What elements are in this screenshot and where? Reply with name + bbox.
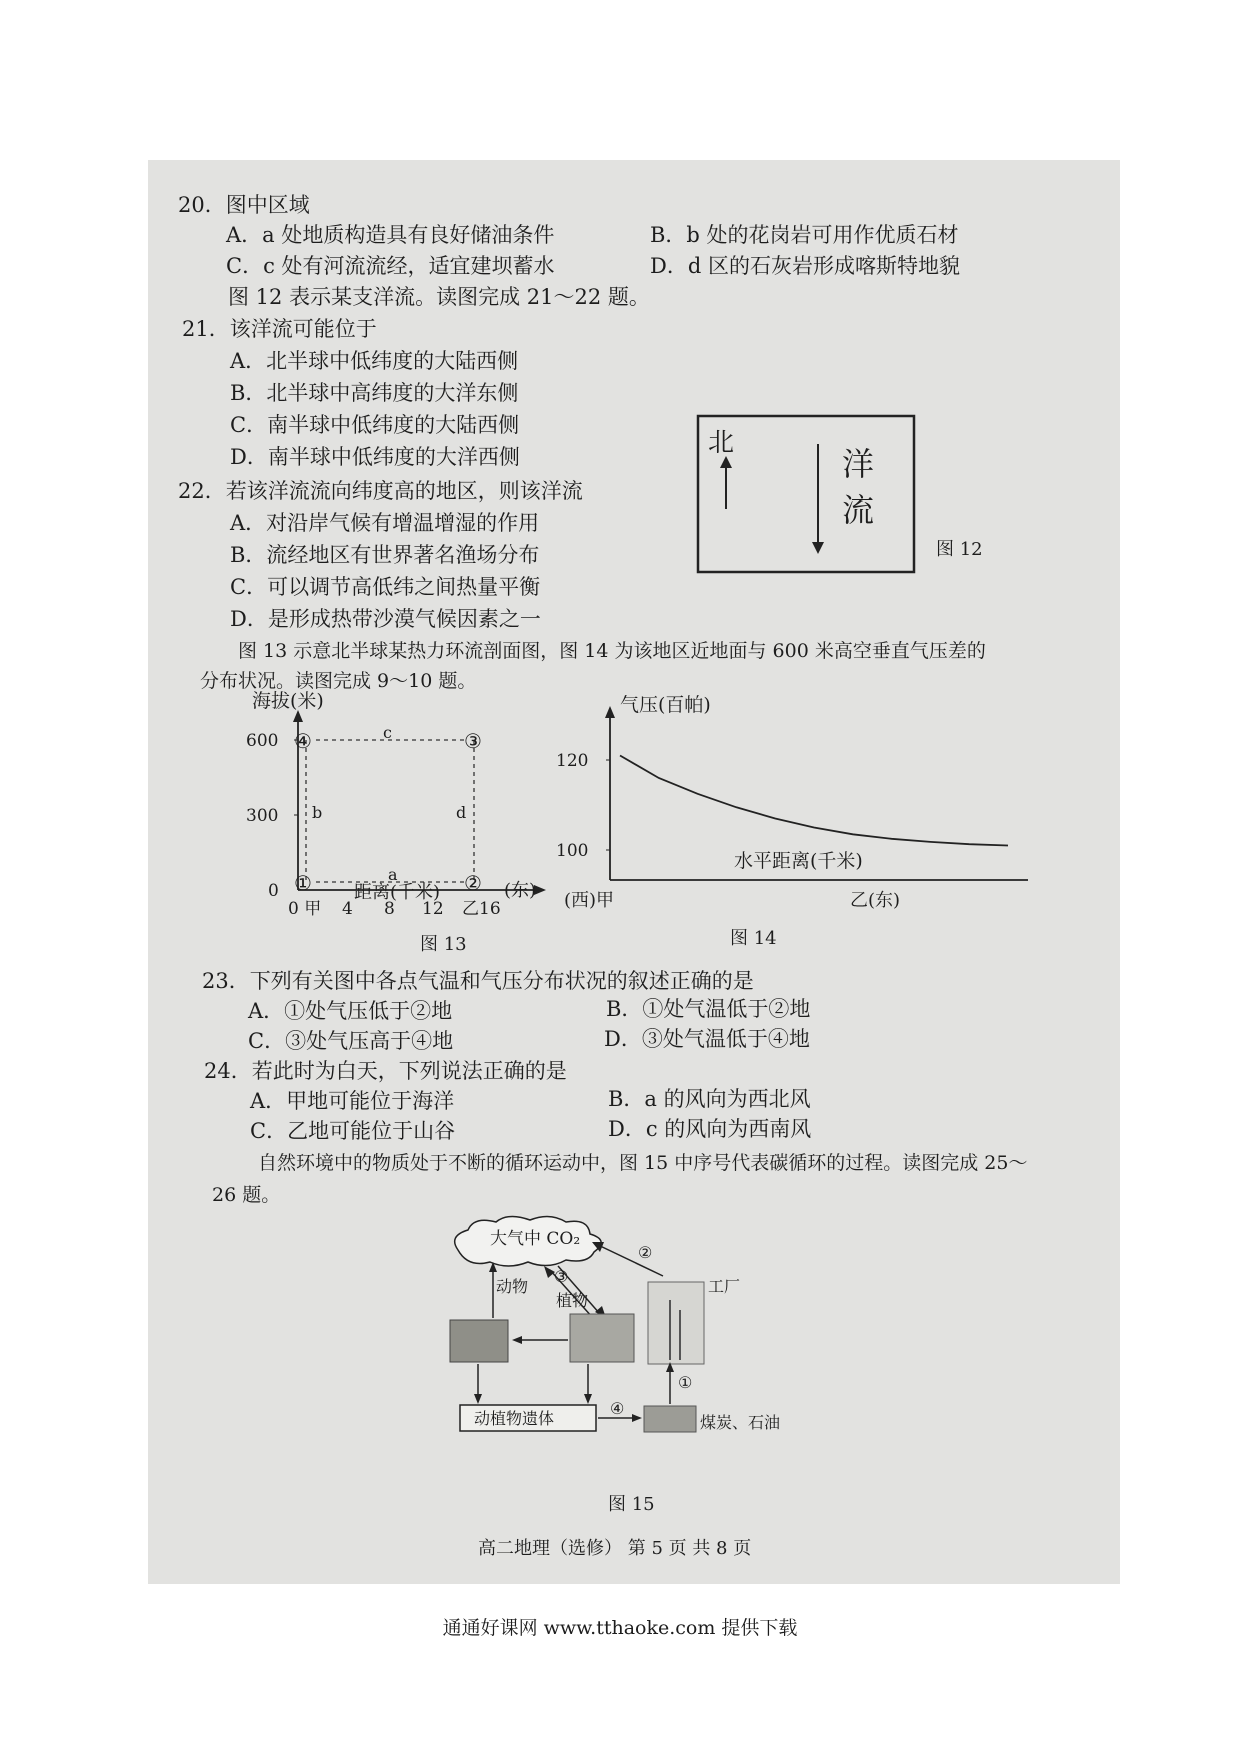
fig15-process-1: ① [678,1373,693,1392]
fig14-ytick-100: 100 [556,841,589,861]
figure-12 [696,414,916,574]
intro-25-26-line2: 26 题。 [212,1184,281,1206]
q20-option-c: C．c 处有河流流经，适宜建坝蓄水 [226,254,555,278]
intro-23-24-line1: 图 13 示意北半球某热力环流剖面图，图 14 为该地区近地面与 600 米高空垂直气压差的 [238,640,986,662]
fig13-xtick-12: 12 [422,899,444,919]
q24-option-d: D．c 的风向为西南风 [608,1117,812,1141]
fig13-x-direction: (东) [504,880,537,901]
q24-option-a: A．甲地可能位于海洋 [250,1089,455,1113]
q20-stem: 20．图中区域 [178,193,310,217]
q22-option-b: B．流经地区有世界著名渔场分布 [230,543,540,567]
intro-21-22: 图 12 表示某支洋流。读图完成 21～22 题。 [228,285,650,309]
q23-option-b: B．①处气温低于②地 [606,997,811,1021]
fig13-xtick-0: 0 甲 [288,899,322,919]
q23-stem: 23．下列有关图中各点气温和气压分布状况的叙述正确的是 [202,969,754,993]
q23-option-a: A．①处气压低于②地 [248,999,453,1023]
fig14-ylabel: 气压(百帕) [620,694,711,716]
animal-image [450,1320,508,1362]
fig15-remains-label: 动植物遗体 [474,1409,555,1428]
q21-stem: 21．该洋流可能位于 [182,317,377,341]
fig13-xtick-4: 4 [342,899,353,919]
fig13-label-c: c [383,723,392,742]
fig12-current-label-2: 流 [842,491,875,529]
fig15-animal-label: 动物 [496,1277,529,1296]
fig15-coal-label: 煤炭、石油 [700,1413,781,1432]
arrow-remains-to-coal-icon [632,1414,642,1422]
fig12-north-label: 北 [708,428,735,458]
fig13-point-1: ① [294,871,312,895]
fig12-caption: 图 12 [936,539,983,560]
q24-stem: 24．若此时为白天，下列说法正确的是 [204,1059,567,1083]
fig14-xlabel: 水平距离(千米) [734,850,863,872]
q22-stem: 22．若该洋流流向纬度高的地区，则该洋流 [178,479,583,503]
fig14-pressure-curve [620,756,1008,846]
fig13-xtick-8: 8 [384,899,395,919]
q22-option-a: A．对沿岸气候有增温增湿的作用 [230,511,540,535]
fig15-process-4: ④ [610,1399,625,1418]
arrow-plant-to-remains-icon [584,1394,592,1404]
fig14-x-left: (西)甲 [564,890,615,911]
site-footer: 通通好课网 www.tthaoke.com 提供下载 [442,1617,798,1639]
q20-option-b: B．b 处的花岗岩可用作优质石材 [650,223,959,247]
plant-image [570,1314,634,1362]
q21-option-b: B．北半球中高纬度的大洋东侧 [230,381,519,405]
fig13-xlabel: 距离(千米) [354,882,441,903]
q20-option-d: D．d 区的石灰岩形成喀斯特地貌 [650,254,960,278]
fig15-plant-label: 植物 [556,1291,589,1310]
q23-option-c: C．③处气压高于④地 [248,1029,454,1053]
q20-option-a: A．a 处地质构造具有良好储油条件 [226,223,555,247]
q21-option-c: C．南半球中低纬度的大陆西侧 [230,413,520,437]
figure-13 [238,690,558,919]
fig13-point-2: ② [464,871,482,895]
current-arrowhead-icon [812,542,824,554]
q21-option-d: D．南半球中低纬度的大洋西侧 [230,445,520,469]
coal-oil-image [644,1406,696,1432]
fig15-co2-label: 大气中 CO₂ [490,1229,581,1249]
fig12-current-label-1: 洋 [842,445,875,483]
q23-option-d: D．③处气温低于④地 [604,1027,810,1051]
page-footer: 高二地理（选修） 第 5 页 共 8 页 [478,1538,752,1559]
fig13-xtick-16: 乙16 [462,899,501,919]
scanned-page [148,160,1120,1584]
q22-option-d: D．是形成热带沙漠气候因素之一 [230,607,541,631]
arrow-animal-to-remains-icon [474,1394,482,1404]
q24-option-b: B．a 的风向为西北风 [608,1087,811,1111]
arrow-plant-to-animal-icon [512,1336,522,1344]
intro-25-26-line1: 自然环境中的物质处于不断的循环运动中，图 15 中序号代表碳循环的过程。读图完成 25～ [258,1152,1028,1174]
fig14-caption: 图 14 [730,928,777,949]
figure-15 [438,1210,878,1460]
intro-23-24-line2: 分布状况。读图完成 9～10 题。 [200,670,477,692]
fig13-label-b: b [312,803,323,822]
fig13-point-4: ④ [294,729,312,753]
fig13-point-3: ③ [464,729,482,753]
fig13-ytick-600: 600 [246,731,279,751]
fig14-ytick-120: 120 [556,751,589,771]
fig15-factory-label: 工厂 [708,1277,741,1296]
fig13-ytick-300: 300 [246,806,279,826]
fig13-label-a: a [388,865,398,884]
factory-image [648,1282,704,1364]
fig14-y-arrow-icon [605,706,615,718]
fig13-ylabel: 海拔(米) [252,690,324,712]
q22-option-c: C．可以调节高低纬之间热量平衡 [230,575,541,599]
fig14-x-right: 乙(东) [850,890,901,911]
q24-option-c: C．乙地可能位于山谷 [250,1119,456,1143]
fig13-ytick-0: 0 [268,881,279,901]
figure-14 [548,694,1108,920]
fig15-process-2: ② [638,1243,653,1262]
fig13-caption: 图 13 [420,934,467,955]
fig15-process-3: ③ [554,1267,569,1286]
fig15-caption: 图 15 [608,1494,655,1515]
fig13-label-d: d [456,803,467,822]
q21-option-a: A．北半球中低纬度的大陆西侧 [230,349,519,373]
